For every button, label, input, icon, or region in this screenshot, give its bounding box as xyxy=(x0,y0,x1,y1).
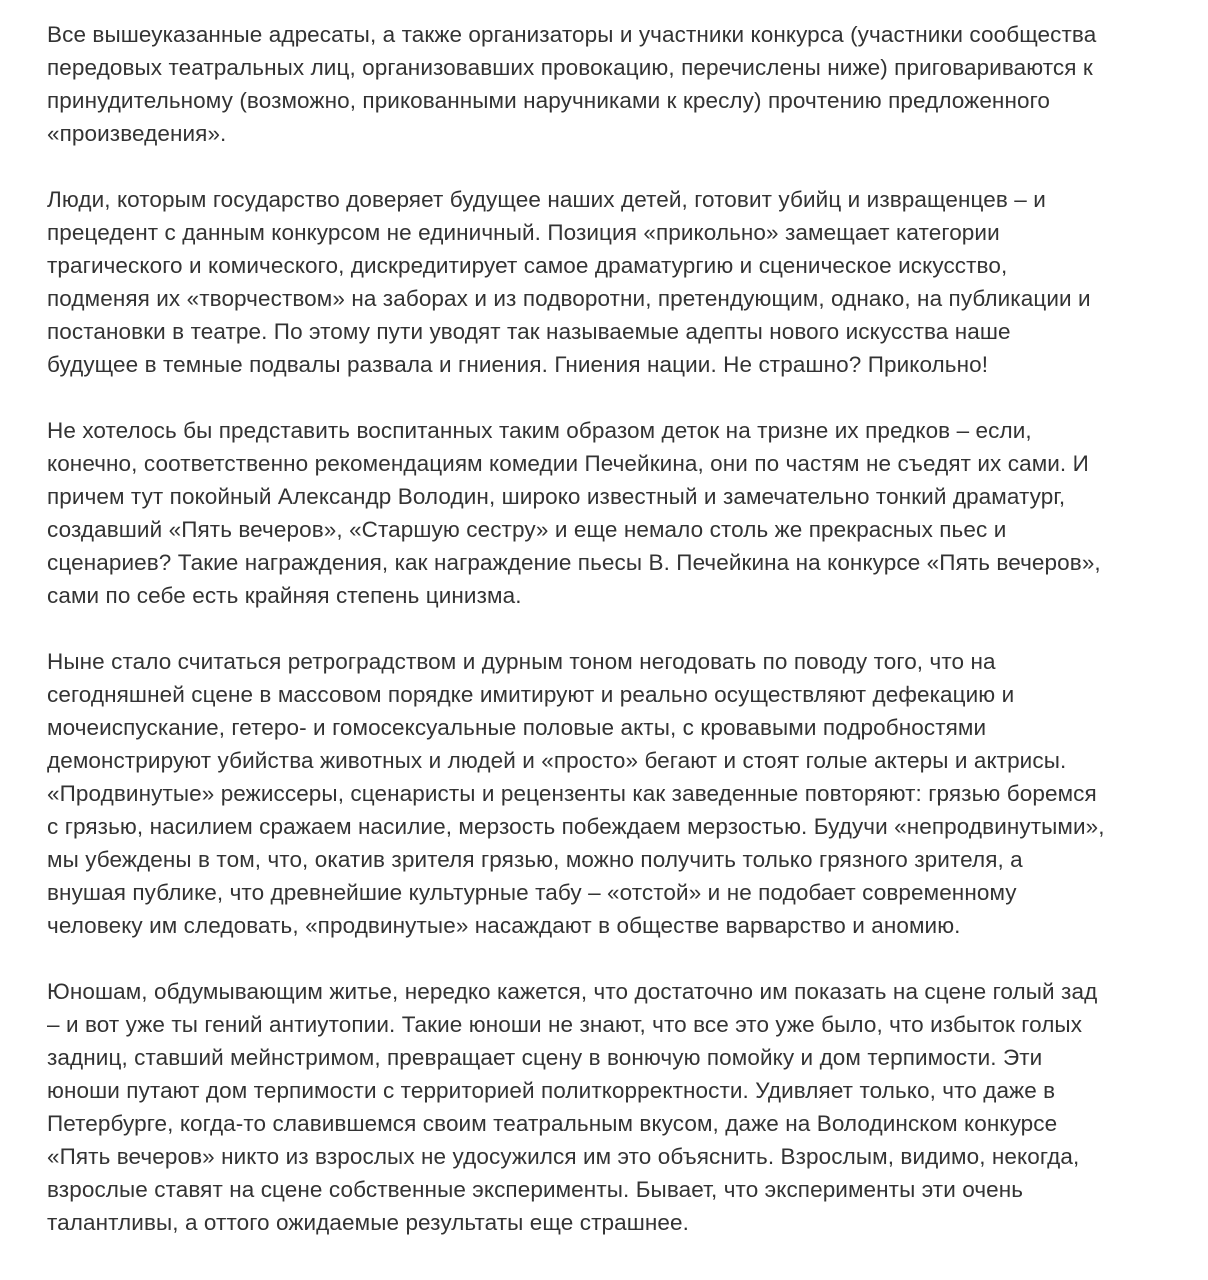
paragraph-volodin: Не хотелось бы представить воспитанных таким образом деток на тризне их предков – если, конечно, соответственно рекомендациям комедии Печейкина, они по частям не съедят их сами. И причем тут покойный Александр Володин, широко известный и замечательно тонкий драматург, создавший «Пять вечеров», «Старшую сестру» и еще немало столь же прекрасных пьес и сценариев? Такие награждения, как награждение пьесы В. Печейкина на конкурсе «Пять вечеров», сами по себе есть крайняя степень цинизма. xyxy=(47,418,1101,608)
paragraph-retrograde: Ныне стало считаться ретроградством и дурным тоном негодовать по поводу того, что на сегодняшней сцене в массовом порядке имитируют и реально осуществляют дефекацию и мочеиспускание, гетеро- и гомосексуальные половые акты, с кровавыми подробностями демонстрируют убийства животных и людей и «просто» бегают и стоят голые актеры и актрисы. «Продвинутые» режиссеры, сценаристы и рецензенты как заведенные повторяют: грязью боремся с грязью, насилием сражаем насилие, мерзость побеждаем мерзостью. Будучи «непродвинутыми», мы убеждены в том, что, окатив зрителя грязью, можно получить только грязного зрителя, а внушая публике, что древнейшие культурные табу – «отстой» и не подобает современному человеку им следовать, «продвинутые» насаждают в обществе варварство и аномию. xyxy=(47,649,1105,938)
article-body xyxy=(47,18,1177,1272)
paragraph-sentence-announcement: Все вышеуказанные адресаты, а также организаторы и участники конкурса (участники сообщества передовых театральных лиц, организовавших провокацию, перечислены ниже) приговариваются к принудительному (возможно, прикованными наручниками к креслу) прочтению предложенного «произведения». xyxy=(47,22,1097,146)
paragraph-people-trust: Люди, которым государство доверяет будущее наших детей, готовит убийц и извращенцев – и прецедент с данным конкурсом не единичный. Позиция «прикольно» замещает категории трагического и комического, дискредитирует самое драматургию и сценическое искусство, подменяя их «творчеством» на заборах и из подворотни, претендующим, однако, на публикации и постановки в театре. По этому пути уводят так называемые адепты нового искусства наше будущее в темные подвалы развала и гниения. Гниения нации. Не страшно? Прикольно! xyxy=(47,187,1091,377)
paragraph-youths: Юношам, обдумывающим житье, нередко кажется, что достаточно им показать на сцене голый зад – и вот уже ты гений антиутопии. Такие юноши не знают, что все это уже было, что избыток голых задниц, ставший мейнстримом, превращает сцену в вонючую помойку и дом терпимости. Эти юноши путают дом терпимости с территорией политкорректности. Удивляет только, что даже в Петербурге, когда-то славившемся своим театральным вкусом, даже на Володинском конкурсе «Пять вечеров» никто из взрослых не удосужился им это объяснить. Взрослым, видимо, некогда, взрослые ставят на сцене собственные эксперименты. Бывает, что эксперименты эти очень талантливы, а оттого ожидаемые результаты еще страшнее. xyxy=(47,979,1098,1235)
